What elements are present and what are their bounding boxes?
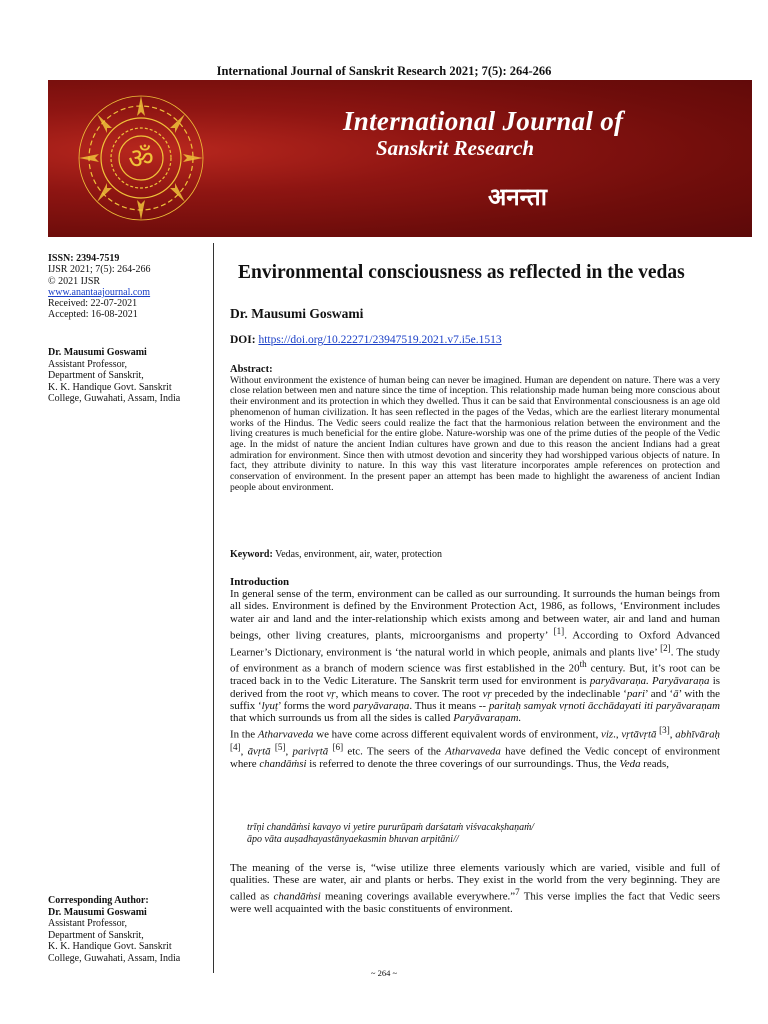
abstract-text: Without environment the existence of human being can never be imagined. Human are dependent on nature. There was a very close relation between men and nature since the time of inception. This relationship made human being more conscious about their environment and its protection in which they dwelled. Thus it can be said that Environmental consciousness is an age old phenomenon of human civilization. It has seen reflected in the pages of the Vedas, which are the earliest literary monumental works of the Hindus. The Vedic seers could realize the fact that the harmonious relation between the environment and the living creatures is much beneficial for the entire globe. Nature-worship was one of the prime duties of the people of the Vedic age. In the midst of nature the ancient Indian cultures have grown and due to this reason the ancient Indians had a great admiration for environment. Since then with utmost devotion and sincerity they had worshipped various objects of nature. In fact, they attribute divinity to nature. In this way this vast literature incorporates ample references on protection and conservation of environment. In the present paper an attempt has been made to highlight the awareness of ancient Indian people about environment. — [230, 374, 720, 493]
author-college-location: College, Guwahati, Assam, India — [48, 393, 181, 404]
keywords — [230, 549, 720, 560]
running-head: International Journal of Sanskrit Research 2021; 7(5): 264-266 — [216, 64, 552, 78]
copyright: © 2021 IJSR — [48, 275, 101, 287]
sidebar-author — [48, 347, 208, 405]
issn: ISSN: 2394-7519 — [48, 253, 120, 264]
corresponding-role: Assistant Professor, — [48, 918, 128, 929]
article-author: Dr. Mausumi Goswami — [230, 306, 364, 321]
website-link[interactable]: www.anantaajournal.com — [48, 286, 151, 298]
intro-heading: Introduction — [230, 576, 290, 588]
om-mandala-logo-icon — [66, 88, 216, 228]
verse-line-2: āpo vāta auṣadhayastānyaekasmin bhuvan arpitāni// — [247, 834, 459, 845]
corresponding-dept: Department of Sanskrit, — [48, 929, 144, 941]
doi-line — [230, 334, 720, 346]
verse-line-1: trīṇi chandāṁsi kavayo vi yetire pururūpaṁ darśataṁ viśvacakṣhaṇaṁ/ — [247, 822, 535, 833]
banner-devanagari: अनन्ता — [488, 183, 547, 211]
doi-link[interactable]: https://doi.org/10.22271/23947519.2021.v7.i5e.1513 — [258, 334, 502, 346]
verse-quote — [247, 822, 717, 846]
corresponding-name: Dr. Mausumi Goswami — [48, 906, 147, 918]
received-date: Received: 22-07-2021 — [48, 298, 138, 310]
abstract-heading: Abstract: — [230, 364, 273, 375]
banner-title-line2: Sanskrit Research — [376, 136, 535, 160]
intro-paragraph-2: In the Atharvaveda we have come across different equivalent words of environment, viz., vṛtāvṛtā [3], abhīvāraḥ [4], āvṛtā [5], parivṛtā [6] etc. The seers of the Atharvaveda have defined the Vedic concept of environment where chandāṁsi is referred to denote the three coverings of our surroundings. Thus, the Veda reads, — [230, 725, 720, 770]
verse-meaning: The meaning of the verse is, “wise utilize three elements variously which are varied, visible and full of qualities. These are water, air and plants or herbs. They exist in the world from the very beginning. They are called as chandāṁsi meaning coverings available everywhere.”$^7$ This verse implies the fact that Vedic seers were well acquainted with the basic constituents of environment. — [230, 862, 720, 916]
author-dept: Department of Sanskrit, — [48, 370, 144, 381]
svg-text:ॐ: ॐ — [128, 142, 154, 175]
corresponding-college: K. K. Handique Govt. Sanskrit — [48, 941, 172, 952]
corresponding-college-location: College, Guwahati, Assam, India — [48, 952, 181, 964]
keywords-list: Vedas, environment, air, water, protection — [275, 549, 443, 560]
abstract — [230, 365, 720, 493]
author-college: K. K. Handique Govt. Sanskrit — [48, 381, 172, 393]
journal-banner — [48, 80, 752, 237]
intro-paragraph-1: In general sense of the term, environment can be called as our surrounding. It surrounds the human beings from all sides. Environment is defined by the Environment Protection Act, 1986, as follows, ‘Environment includes water air and land and the inter-relationship which exists among and between water, air and land and human beings, other living creatures, plants, microorganisms and property’ [1]. According to Oxford Advanced Learner’s Dictionary, environment is ‘the natural world in which people, animals and plants live’ [2]. The study of environment as a branch of modern science was first established in the 20th century. But, it’s root can be traced back in to the Vedic Literature. The Sanskrit term used for environment is paryāvaraṇa. Paryāvaraṇa is derived from the root vṛ, which means to cover. The root vṛ preceded by the indeclinable ‘pari’ and ‘ā’ with the suffix ‘lyuṭ’ forms the word paryāvaraṇa. Thus it means -- paritaḥ samyak vṛnoti ācchādayati iti paryāvaraṇam that which surrounds us from all the sides is called Paryāvaraṇam. — [230, 588, 721, 724]
accepted-date: Accepted: 16-08-2021 — [48, 309, 138, 321]
author-role: Assistant Professor, — [48, 358, 128, 370]
banner-title-line1: International Journal of — [343, 106, 624, 136]
column-divider — [213, 243, 214, 973]
sidebar-corresponding — [48, 895, 208, 964]
sidebar-meta — [48, 253, 208, 321]
corresponding-heading: Corresponding Author: — [48, 895, 149, 906]
author-name: Dr. Mausumi Goswami — [48, 347, 147, 358]
keywords-label: Keyword: — [230, 549, 273, 560]
page-number: ~ 264 ~ — [370, 968, 398, 978]
article-title: Environmental consciousness as reflected in the vedas — [238, 262, 685, 283]
citation: IJSR 2021; 7(5): 264-266 — [48, 264, 151, 276]
doi-label: DOI: — [230, 334, 256, 346]
introduction — [230, 576, 720, 770]
